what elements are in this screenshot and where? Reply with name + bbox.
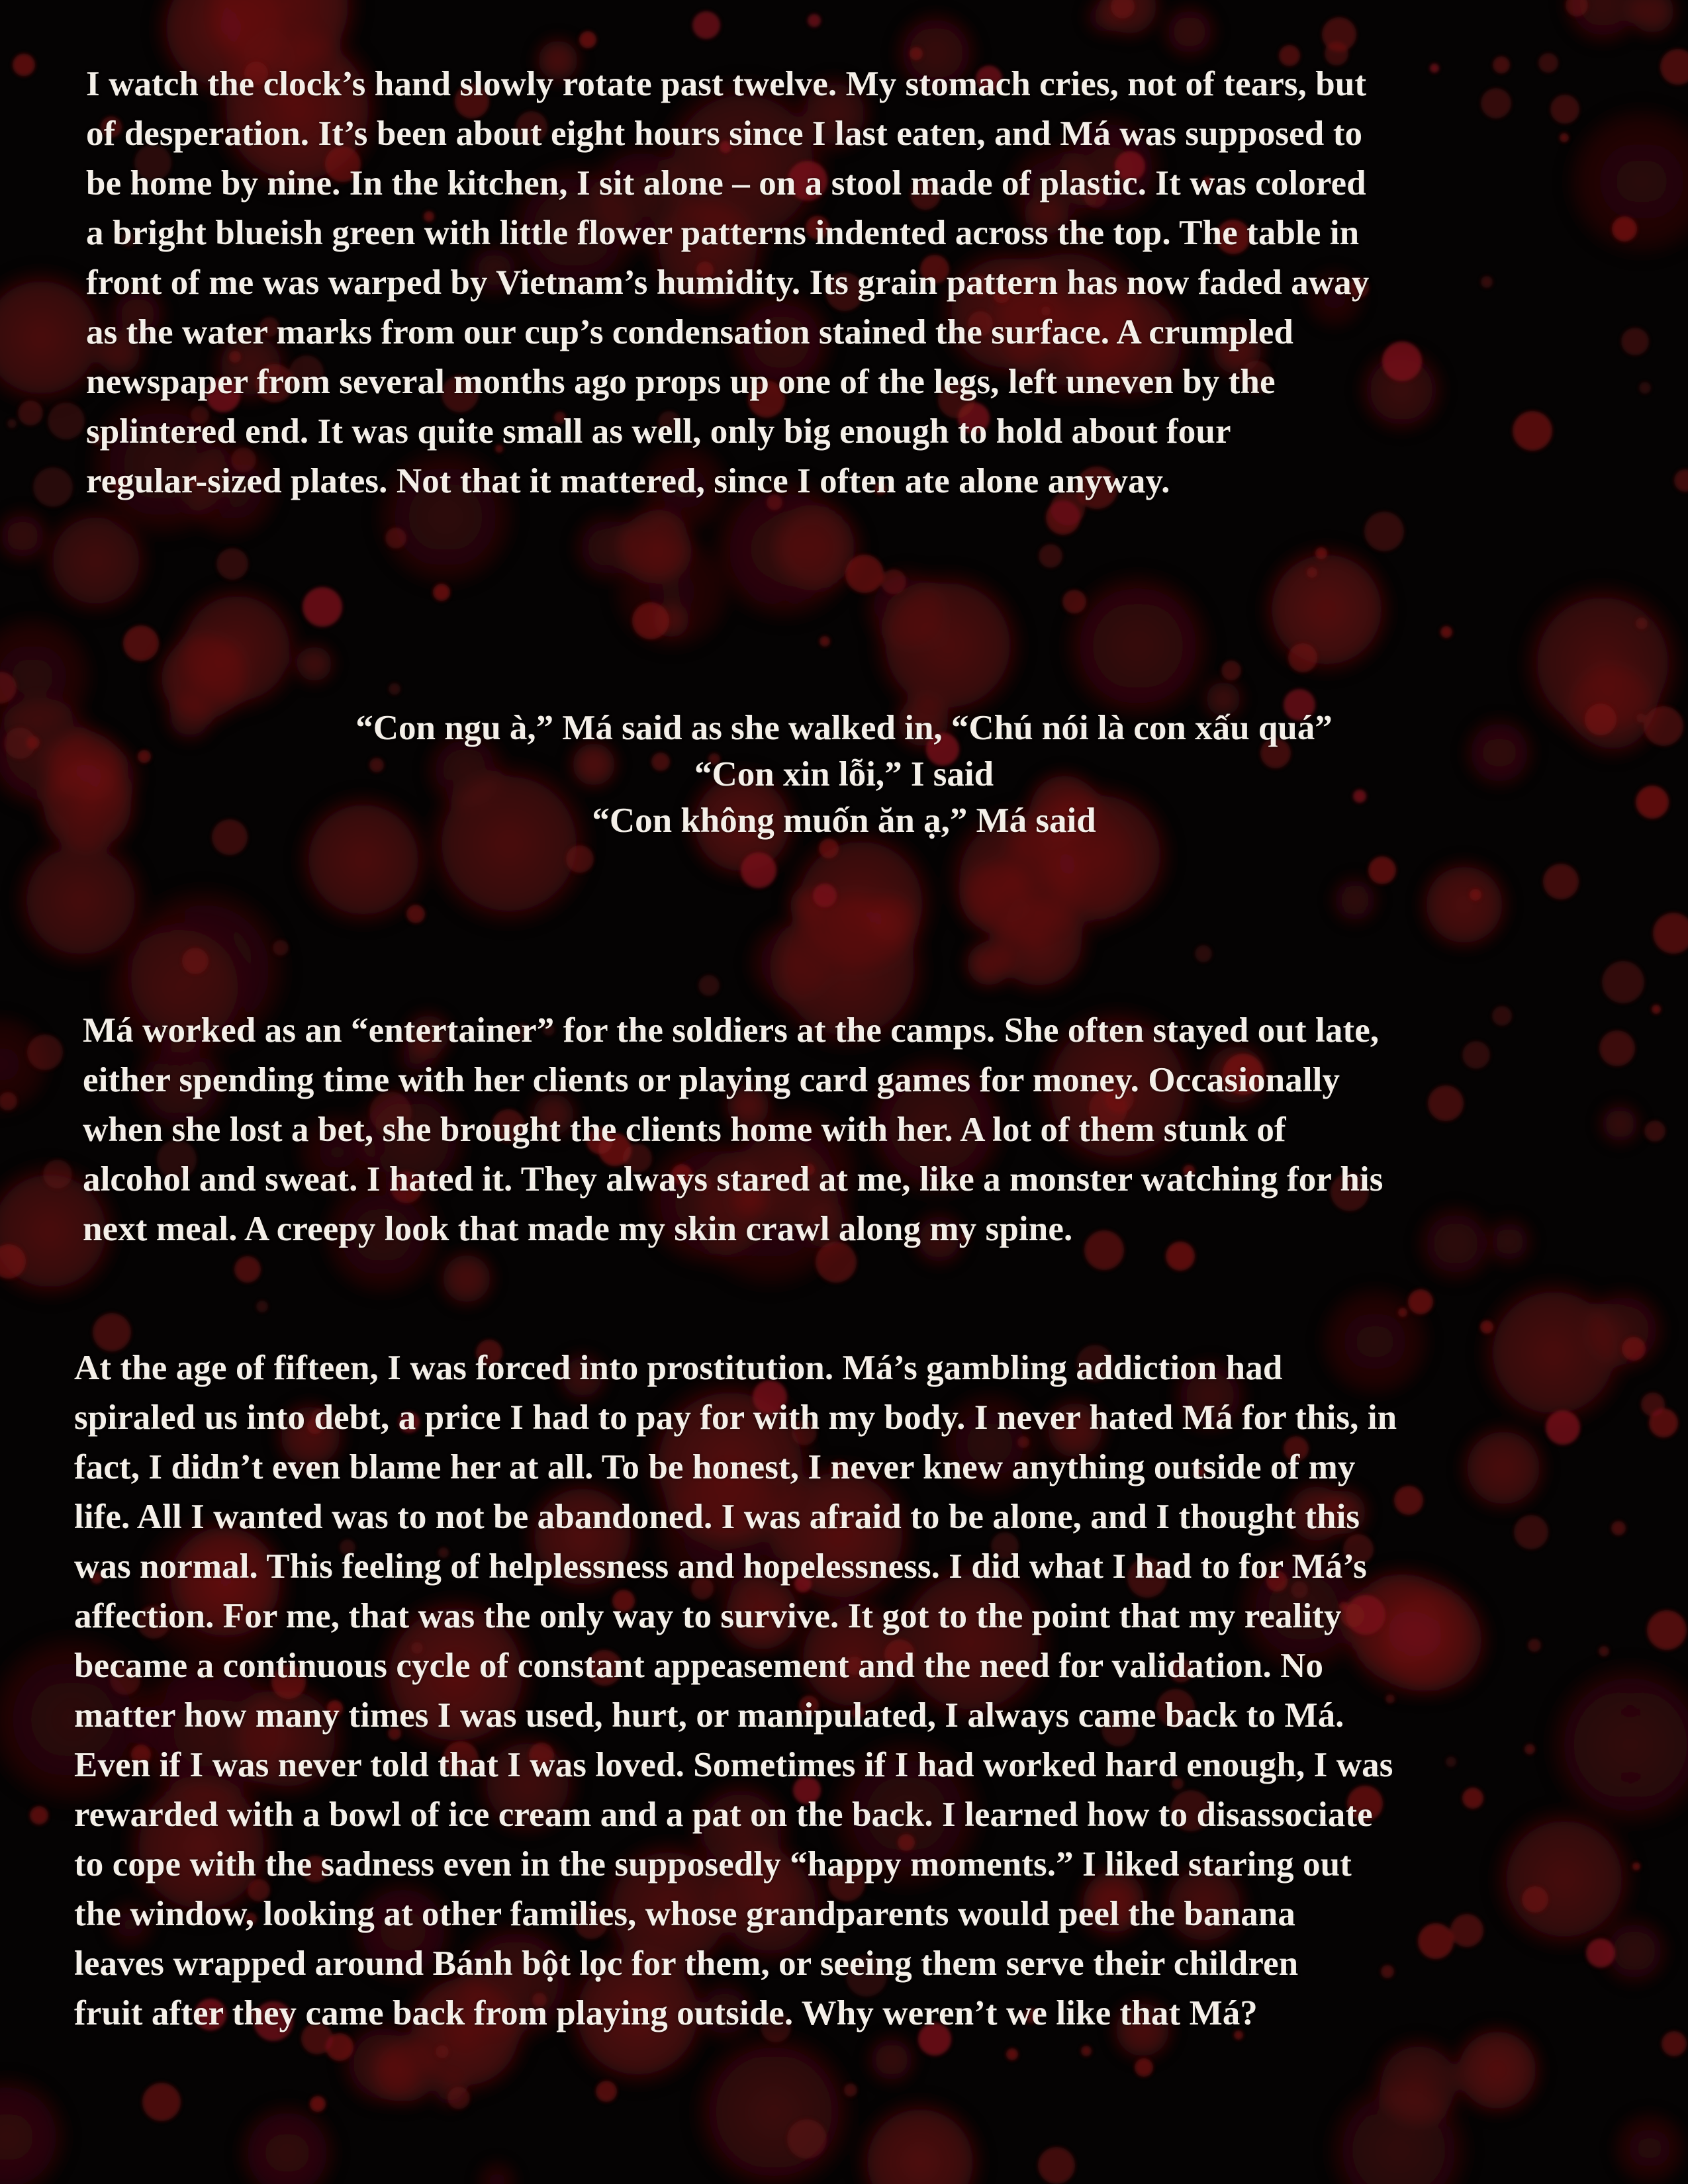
- paragraph-3-line: fact, I didn’t even blame her at all. To be honest, I never knew anything outside of my: [74, 1448, 1356, 1486]
- paragraph-3-line: At the age of fifteen, I was forced into prostitution. Má’s gambling addiction had: [74, 1349, 1283, 1387]
- paragraph-2-line: Má worked as an “entertainer” for the soldiers at the camps. She often stayed out late,: [83, 1011, 1380, 1050]
- paragraph-prostitution: [74, 1343, 1397, 2038]
- paragraph-1-line: be home by nine. In the kitchen, I sit alone – on a stool made of plastic. It was colored: [86, 164, 1366, 203]
- paragraph-1-line: of desperation. It’s been about eight hours since I last eaten, and Má was supposed to: [86, 114, 1363, 153]
- paragraph-1-line: a bright blueish green with little flower patterns indented across the top. The table in: [86, 214, 1360, 252]
- paragraph-3-line: spiraled us into debt, a price I had to pay for with my body. I never hated Má for this, in: [74, 1398, 1397, 1437]
- paragraph-1-line: as the water marks from our cup’s condensation stained the surface. A crumpled: [86, 313, 1294, 351]
- paragraph-3-line: fruit after they came back from playing outside. Why weren’t we like that Má?: [74, 1994, 1258, 2032]
- dialogue-line: “Con ngu à,” Má said as she walked in, “Chú nói là con xấu quá”: [355, 709, 1333, 747]
- paragraph-3-line: affection. For me, that was the only way to survive. It got to the point that my reality: [74, 1597, 1342, 1635]
- paragraph-2-line: next meal. A creepy look that made my skin crawl along my spine.: [83, 1210, 1073, 1248]
- paragraph-3-line: life. All I wanted was to not be abandoned. I was afraid to be alone, and I thought this: [74, 1498, 1360, 1536]
- paragraph-2-line: when she lost a bet, she brought the clients home with her. A lot of them stunk of: [83, 1111, 1286, 1149]
- paragraph-3-line: became a continuous cycle of constant appeasement and the need for validation. No: [74, 1647, 1324, 1685]
- paragraph-3-line: rewarded with a bowl of ice cream and a pat on the back. I learned how to disassociate: [74, 1796, 1373, 1834]
- paragraph-1-line: newspaper from several months ago props up one of the legs, left uneven by the: [86, 363, 1276, 401]
- paragraph-3-line: was normal. This feeling of helplessness and hopelessness. I did what I had to for Má’s: [74, 1547, 1367, 1586]
- paragraph-2-line: alcohol and sweat. I hated it. They always stared at me, like a monster watching for his: [83, 1160, 1383, 1199]
- paragraph-1-line: I watch the clock’s hand slowly rotate past twelve. My stomach cries, not of tears, but: [86, 65, 1367, 103]
- paragraph-1-line: regular-sized plates. Not that it mattered, since I often ate alone anyway.: [86, 462, 1170, 500]
- paragraph-3-line: leaves wrapped around Bánh bột lọc for them, or seeing them serve their children: [74, 1944, 1299, 1983]
- dialogue-line: “Con xin lỗi,” I said: [694, 755, 994, 794]
- dialogue-line: “Con không muốn ăn ạ,” Má said: [592, 801, 1096, 840]
- paragraph-3-line: matter how many times I was used, hurt, or manipulated, I always came back to Má.: [74, 1696, 1344, 1735]
- paragraph-3-line: the window, looking at other families, whose grandparents would peel the banana: [74, 1895, 1295, 1933]
- paragraph-1-line: front of me was warped by Vietnam’s humidity. Its grain pattern has now faded away: [86, 263, 1370, 302]
- paragraph-3-line: to cope with the sadness even in the supposedly “happy moments.” I liked staring out: [74, 1845, 1352, 1884]
- dialogue-block: [0, 705, 1688, 844]
- paragraph-2-line: either spending time with her clients or playing card games for money. Occasionally: [83, 1061, 1340, 1099]
- paragraph-1-line: splintered end. It was quite small as well, only big enough to hold about four: [86, 412, 1231, 451]
- paragraph-3-line: Even if I was never told that I was loved. Sometimes if I had worked hard enough, I was: [74, 1746, 1393, 1784]
- paragraph-entertainer: [83, 1006, 1383, 1254]
- paragraph-clock-kitchen: [86, 60, 1369, 506]
